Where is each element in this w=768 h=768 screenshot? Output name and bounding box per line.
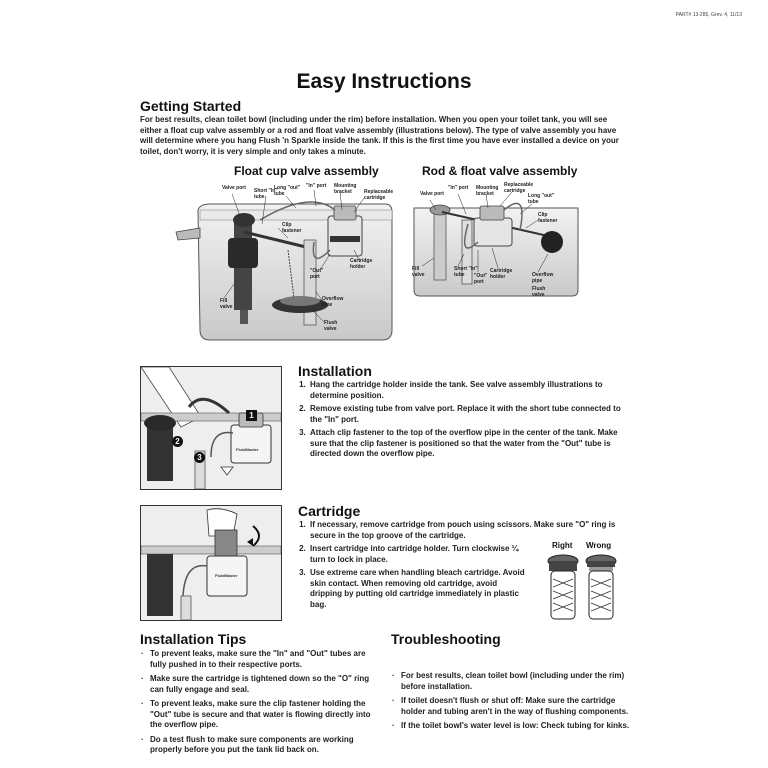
label-short-in-tube: Short "In" tube bbox=[254, 188, 278, 200]
rf-label-flush-valve: Flush valve bbox=[532, 286, 546, 298]
rod-float-illustration bbox=[408, 180, 586, 300]
cartridge-step-3: 3. Use extreme care when handling bleach cartridge. Avoid skin contact. When removing old cartridge, avoid dripping by putting old cartridge immediately in plastic bag. bbox=[308, 568, 530, 610]
rf-label-overflow-pipe: Overflow pipe bbox=[532, 272, 554, 284]
right-label: Right bbox=[552, 541, 573, 550]
rf-label-fill-valve: Fill valve bbox=[412, 266, 425, 278]
tip-item: · To prevent leaks, make sure the "In" and "Out" tubes are fully pushed in to their respective ports. bbox=[148, 649, 380, 670]
troubleshooting-heading: Troubleshooting bbox=[391, 631, 501, 647]
cartridge-heading: Cartridge bbox=[298, 503, 361, 519]
installation-illustration bbox=[140, 366, 282, 490]
part-number: PART# 13-285, Grev. 4, 11/13 bbox=[675, 12, 742, 18]
label-mounting-bracket: Mounting bracket bbox=[334, 183, 357, 195]
troubleshooting-item: · If toilet doesn't flush or shut off: Make sure the cartridge holder and tubing aren't in the way of flushing components. bbox=[399, 696, 631, 717]
installation-step-3: 3. Attach clip fastener to the top of the overflow pipe in the center of the tank. Make sure that the clip fastener is positioned so that the water from the "Out" tube is directed down the overflow pipe. bbox=[308, 428, 628, 460]
rf-label-out-port: "Out" port bbox=[474, 273, 488, 285]
callout-3: 3 bbox=[194, 452, 205, 463]
label-valve-port: Valve port bbox=[222, 185, 246, 191]
installation-tips-list bbox=[140, 649, 380, 760]
label-out-port: "Out" port bbox=[310, 268, 324, 280]
label-cartridge-holder: Cartridge holder bbox=[350, 258, 373, 270]
rf-label-mounting-bracket: Mounting bracket bbox=[476, 185, 499, 197]
wrong-cartridge-image bbox=[584, 553, 618, 623]
cartridge-brand-logo: FluidMaster bbox=[215, 573, 238, 578]
cartridge-step-1: 1. If necessary, remove cartridge from pouch using scissors. Make sure "O" ring is secure in the top groove of the cartridge. bbox=[308, 520, 628, 541]
troubleshooting-list bbox=[391, 671, 631, 736]
float-cup-diagram bbox=[170, 180, 395, 348]
getting-started-text: For best results, clean toilet bowl (including under the rim) before installation. When you open your toilet tank, you will see either a float cup valve assembly or a rod and float valve assembly (illustrations below). The type of valve assembly you have will determine where you hang Flush 'n Sparkle inside the tank. If this is the first time you have ever installed a device on your toilet, don't worry, it is very simple and only takes a minute. bbox=[140, 115, 619, 156]
callout-1: 1 bbox=[246, 410, 257, 421]
rod-float-title: Rod & float valve assembly bbox=[422, 164, 578, 178]
rf-label-in-port: "In" port bbox=[448, 185, 469, 191]
troubleshooting-item: · If the toilet bowl's water level is low: Check tubing for kinks. bbox=[399, 721, 631, 732]
installation-heading: Installation bbox=[298, 363, 372, 379]
label-clip-fastener: Clip fastener bbox=[282, 222, 302, 234]
rf-label-cartridge-holder: Cartridge holder bbox=[490, 268, 513, 280]
rf-label-long-out-tube: Long "out" tube bbox=[528, 193, 555, 205]
page-title: Easy Instructions bbox=[296, 70, 472, 93]
cartridge-illustration bbox=[140, 505, 282, 621]
label-long-out-tube: Long "out" tube bbox=[274, 185, 301, 197]
callout-2: 2 bbox=[172, 436, 183, 447]
installation-tips-heading: Installation Tips bbox=[140, 631, 247, 647]
rf-label-valve-port: Valve port bbox=[420, 191, 444, 197]
wrong-label: Wrong bbox=[586, 541, 612, 550]
getting-started-heading: Getting Started bbox=[140, 98, 242, 114]
cartridge-step-2: 2. Insert cartridge into cartridge holder. Turn clockwise ¼ turn to lock in place. bbox=[308, 544, 530, 565]
installation-steps bbox=[298, 380, 628, 463]
float-cup-title: Float cup valve assembly bbox=[234, 164, 379, 178]
installation-brand-logo: FluidMaster bbox=[236, 447, 259, 452]
installation-step-2: 2. Remove existing tube from valve port. Replace it with the short tube connected to the "In" port. bbox=[308, 404, 628, 425]
rf-label-replaceable-cartridge: Replaceable cartridge bbox=[504, 182, 534, 194]
label-replaceable-cartridge: Replaceable cartridge bbox=[364, 189, 394, 201]
troubleshooting-item: · For best results, clean toilet bowl (including under the rim) before installation. bbox=[399, 671, 631, 692]
tip-item: · Make sure the cartridge is tightened down so the "O" ring can fully engage and seal. bbox=[148, 674, 380, 695]
installation-step-1: 1. Hang the cartridge holder inside the tank. See valve assembly illustrations to determine position. bbox=[308, 380, 628, 401]
label-in-port: "In" port bbox=[306, 183, 327, 189]
tip-item: · Do a test flush to make sure components are working properly before you put the tank lid back on. bbox=[148, 735, 380, 756]
label-flush-valve: Flush valve bbox=[324, 320, 338, 332]
rf-label-short-in-tube: Short "In" tube bbox=[454, 266, 478, 278]
tip-item: · To prevent leaks, make sure the clip fastener holding the "Out" tube is secure and that water is flowing directly into the overflow pipe. bbox=[148, 699, 380, 731]
right-cartridge-image bbox=[546, 553, 580, 623]
rf-label-clip-fastener: Clip fastener bbox=[538, 212, 558, 224]
label-overflow-pipe: Overflow pipe bbox=[322, 296, 344, 308]
label-fill-valve: Fill valve bbox=[220, 298, 233, 310]
rod-float-diagram bbox=[408, 180, 586, 300]
